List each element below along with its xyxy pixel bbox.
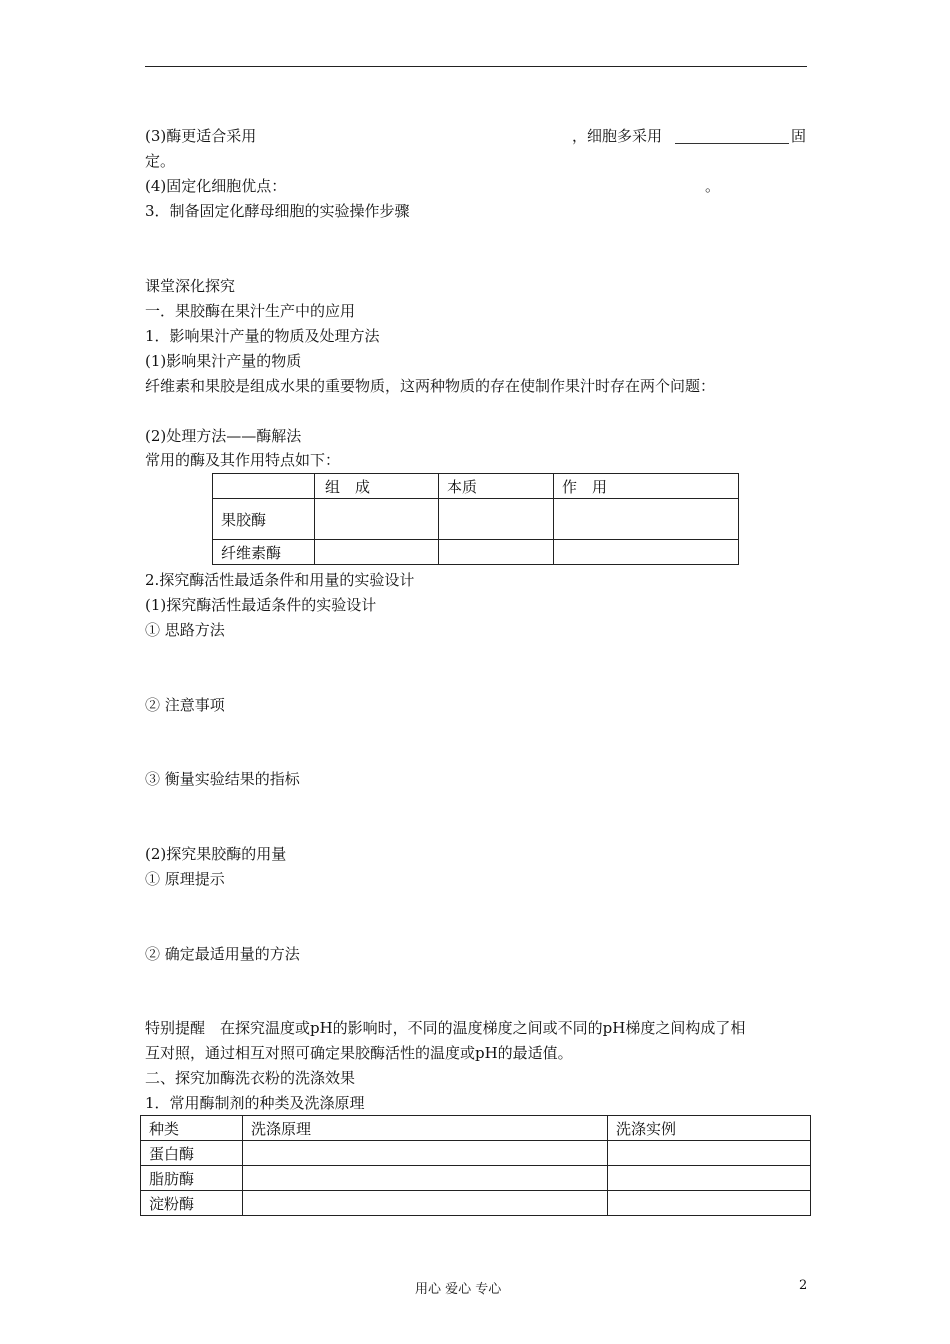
table-cell: [554, 540, 739, 565]
table-cell: 蛋白酶: [141, 1141, 243, 1166]
page-number: 2: [799, 1278, 808, 1293]
table-header-cell: 洗涤原理: [243, 1116, 608, 1141]
table-cell: 脂肪酶: [141, 1166, 243, 1191]
table-cell: [315, 499, 439, 540]
table-cell: [243, 1141, 608, 1166]
subheading-2-2: (2)探究果胶酶的用量: [145, 845, 287, 863]
subheading-2-detergent: 1．常用酶制剂的种类及洗涤原理: [145, 1094, 365, 1112]
item-principle: ① 原理提示: [145, 870, 225, 888]
table-header-cell: 种类: [141, 1116, 243, 1141]
subheading-1-1: (1)影响果汁产量的物质: [145, 352, 302, 370]
table-row: [141, 1141, 811, 1166]
paragraph-enzymes: 常用的酶及其作用特点如下：: [145, 451, 341, 469]
table-header-cell: 本质: [439, 474, 554, 499]
line-3-enzyme-method: [145, 126, 807, 146]
text-cell-method: ，细胞多采用: [572, 127, 663, 145]
table-cell: [608, 1191, 811, 1216]
subheading-1-2: (2)处理方法——酶解法: [145, 427, 302, 445]
table-cell: 淀粉酶: [141, 1191, 243, 1216]
subheading-2: 2.探究酶活性最适条件和用量的实验设计: [145, 571, 415, 589]
item-notes: ② 注意事项: [145, 696, 225, 714]
table-header-cell: 作 用: [554, 474, 739, 499]
table-row: [213, 540, 739, 565]
line-ding: 定。: [145, 152, 176, 170]
table-header-row: [213, 474, 739, 499]
text-period: 。: [705, 177, 721, 195]
heading-part-1: 一．果胶酶在果汁生产中的应用: [145, 302, 356, 320]
table-cell: [315, 540, 439, 565]
table-cell: [554, 499, 739, 540]
subheading-2-1: (1)探究酶活性最适条件的实验设计: [145, 596, 377, 614]
heading-part-2: 二、探究加酶洗衣粉的洗涤效果: [145, 1069, 356, 1087]
subheading-1: 1．影响果汁产量的物质及处理方法: [145, 327, 380, 345]
item-optimal-dose: ② 确定最适用量的方法: [145, 945, 300, 963]
text-enzyme-method: (3)酶更适合采用: [145, 127, 257, 145]
table-cell: [439, 499, 554, 540]
item-approach: ① 思路方法: [145, 621, 225, 639]
fill-blank: [675, 129, 789, 144]
line-4-advantages: [145, 176, 807, 196]
table-row: [213, 499, 739, 540]
table-cell: [608, 1166, 811, 1191]
header-rule: [145, 66, 807, 67]
note-paragraph-line-1: 特别提醒 在探究温度或pH的影响时，不同的温度梯度之间或不同的pH梯度之间构成了相: [145, 1019, 746, 1037]
table-row: [141, 1166, 811, 1191]
line-3-steps: 3．制备固定化酵母细胞的实验操作步骤: [145, 202, 410, 220]
table-cell: [243, 1191, 608, 1216]
section-heading: 课堂深化探究: [145, 277, 236, 295]
table-cell: [608, 1141, 811, 1166]
note-paragraph-line-2: 互对照，通过相互对照可确定果胶酶活性的温度或pH的最适值。: [145, 1044, 573, 1062]
footer-motto: 用心 爱心 专心: [415, 1282, 502, 1297]
enzyme-table: [212, 473, 739, 565]
paragraph-fiber-pectin: 纤维素和果胶是组成水果的重要物质，这两种物质的存在使制作果汁时存在两个问题：: [145, 377, 716, 395]
text-gu: 固: [791, 127, 807, 145]
item-metrics: ③ 衡量实验结果的指标: [145, 770, 300, 788]
table-cell: [439, 540, 554, 565]
detergent-enzyme-table: [140, 1115, 811, 1216]
table-header-cell: 组 成: [315, 474, 439, 499]
table-row: [141, 1191, 811, 1216]
table-cell: [243, 1166, 608, 1191]
table-header-cell: 洗涤实例: [608, 1116, 811, 1141]
text-advantages: (4)固定化细胞优点：: [145, 177, 287, 195]
table-header-cell: [213, 474, 315, 499]
table-cell: 果胶酶: [213, 499, 315, 540]
table-header-row: [141, 1116, 811, 1141]
table-cell: 纤维素酶: [213, 540, 315, 565]
